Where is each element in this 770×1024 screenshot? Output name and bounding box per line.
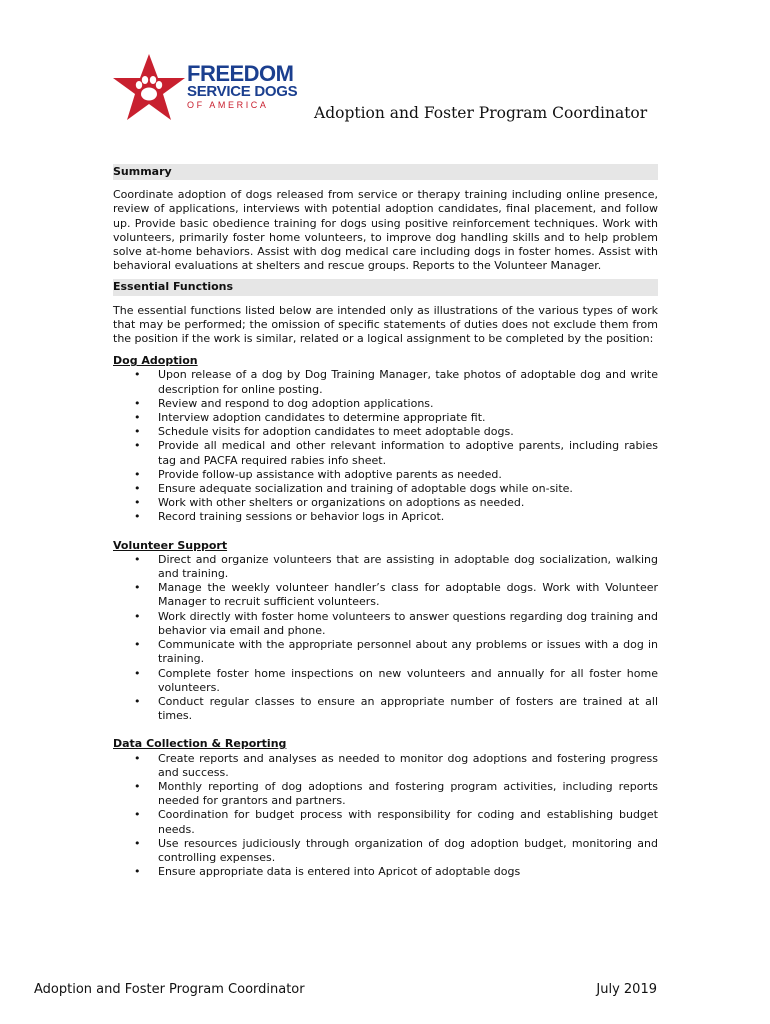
bullet-dot: • — [134, 581, 141, 595]
document-body — [113, 164, 658, 879]
list-item — [134, 396, 658, 411]
list-item — [134, 609, 658, 638]
bullet-dot: • — [134, 638, 141, 652]
section-title-dog-adoption: Dog Adoption — [113, 354, 198, 368]
essential-functions-heading: Essential Functions — [113, 279, 658, 295]
list-item-text: Provide follow-up assistance with adoptive parents as needed. — [158, 467, 502, 481]
dog-adoption-list — [113, 368, 658, 524]
list-item — [134, 865, 658, 879]
volunteer-support-list — [113, 553, 658, 723]
list-item-text: Ensure appropriate data is entered into Apricot of adoptable dogs — [158, 865, 521, 879]
bullet-dot: • — [134, 496, 141, 510]
bullet-dot: • — [134, 666, 141, 680]
bullet-dot: • — [134, 779, 141, 793]
logo-line-2: SERVICE DOGS — [187, 83, 298, 100]
list-item — [134, 808, 658, 836]
bullet-dot: • — [134, 808, 141, 822]
list-item-text: Review and respond to dog adoption applications. — [158, 396, 434, 410]
list-item-text: Provide all medical and other relevant information to adoptive parents, including rabies tag and PACFA required rabies info sheet. — [158, 439, 658, 467]
list-item-text: Conduct regular classes to ensure an appropriate number of fosters are trained at all times. — [158, 694, 658, 723]
list-item-text: Complete foster home inspections on new volunteers and annually for all foster home volunteers. — [158, 666, 658, 694]
logo-text — [187, 61, 298, 111]
bullet-dot: • — [134, 751, 141, 765]
section-title-data-collection: Data Collection & Reporting — [113, 737, 287, 751]
list-item-text: Interview adoption candidates to determine appropriate fit. — [158, 411, 486, 425]
bullet-dot: • — [134, 439, 141, 453]
list-item — [134, 552, 658, 581]
list-item — [134, 581, 658, 609]
summary-text: Coordinate adoption of dogs released from service or therapy training including online presence, review of applications, interviews with potential adoption candidates, final placement, and follow up. Provide basic obedience training for dogs using positive reinforcement techniques. Work with volunteers, primarily foster home volunteers, to improve dog handling skills and to help problem solve at-home behaviors. Assist with dog medical care including dogs in foster homes. Assist with behavioral evaluations at shelters and rescue groups. Reports to the Volunteer Manager. — [113, 188, 658, 273]
list-item — [134, 368, 658, 396]
list-item-text: Record training sessions or behavior logs in Apricot. — [158, 510, 445, 524]
section-title-volunteer-support: Volunteer Support — [113, 538, 228, 552]
list-item — [134, 439, 658, 467]
bullet-dot: • — [134, 425, 141, 439]
list-item — [134, 467, 658, 482]
list-item-text: Coordination for budget process with responsibility for coding and establishing budget needs. — [158, 808, 658, 836]
bullet-dot: • — [134, 396, 141, 410]
list-item-text: Upon release of a dog by Dog Training Manager, take photos of adoptable dog and write description for online posting. — [158, 368, 658, 396]
list-item — [134, 779, 658, 808]
logo-line-1: FREEDOM — [187, 61, 294, 86]
bullet-dot: • — [134, 411, 141, 425]
list-item-text: Use resources judiciously through organization of dog adoption budget, monitoring and controlling expenses. — [158, 836, 658, 864]
list-item — [134, 482, 658, 496]
bullet-dot: • — [134, 865, 141, 879]
list-item-text: Work with other shelters or organizations on adoptions as needed. — [158, 496, 525, 510]
footer-date: July 2019 — [596, 982, 657, 997]
logo-line-3: OF AMERICA — [187, 100, 269, 110]
list-item-text: Manage the weekly volunteer handler’s class for adoptable dogs. Work with Volunteer Manager to recruit sufficient volunteers. — [158, 581, 658, 609]
bullet-dot: • — [134, 467, 141, 481]
essential-functions-intro: The essential functions listed below are intended only as illustrations of the various types of work that may be performed; the omission of specific statements of duties does not exclude them from the position if the work is similar, related or a logical assignment to be completed by the position: — [113, 303, 658, 346]
list-item-text: Monthly reporting of dog adoptions and fostering program activities, including reports needed for grantors and partners. — [158, 779, 658, 808]
list-item — [134, 836, 658, 865]
footer-title: Adoption and Foster Program Coordinator — [34, 982, 305, 997]
star-paw-icon — [113, 52, 191, 122]
list-item-text: Schedule visits for adoption candidates to meet adoptable dogs. — [158, 425, 514, 439]
list-item-text: Create reports and analyses as needed to monitor dog adoptions and fostering progress and success. — [158, 751, 658, 779]
list-item — [134, 694, 658, 723]
list-item — [134, 751, 658, 780]
list-item — [134, 425, 658, 439]
bullet-dot: • — [134, 482, 141, 496]
list-item — [134, 638, 658, 666]
list-item-text: Communicate with the appropriate personnel about any problems or issues with a dog in training. — [158, 638, 658, 666]
list-item — [134, 510, 658, 524]
bullet-dot: • — [134, 836, 141, 850]
data-collection-list — [113, 752, 658, 880]
list-item — [134, 411, 658, 425]
bullet-dot: • — [134, 552, 141, 566]
bullet-dot: • — [134, 609, 141, 623]
list-item-text: Work directly with foster home volunteers to answer questions regarding dog training and behavior via email and phone. — [158, 609, 658, 637]
bullet-dot: • — [134, 694, 141, 708]
list-item-text: Direct and organize volunteers that are assisting in adoptable dog socialization, walking and training. — [158, 552, 658, 581]
list-item — [134, 496, 658, 510]
bullet-dot: • — [134, 368, 141, 382]
document-title: Adoption and Foster Program Coordinator — [314, 104, 648, 122]
list-item — [134, 666, 658, 695]
list-item-text: Ensure adequate socialization and training of adoptable dogs while on-site. — [158, 482, 573, 496]
summary-heading: Summary — [113, 164, 658, 180]
bullet-dot: • — [134, 510, 141, 524]
